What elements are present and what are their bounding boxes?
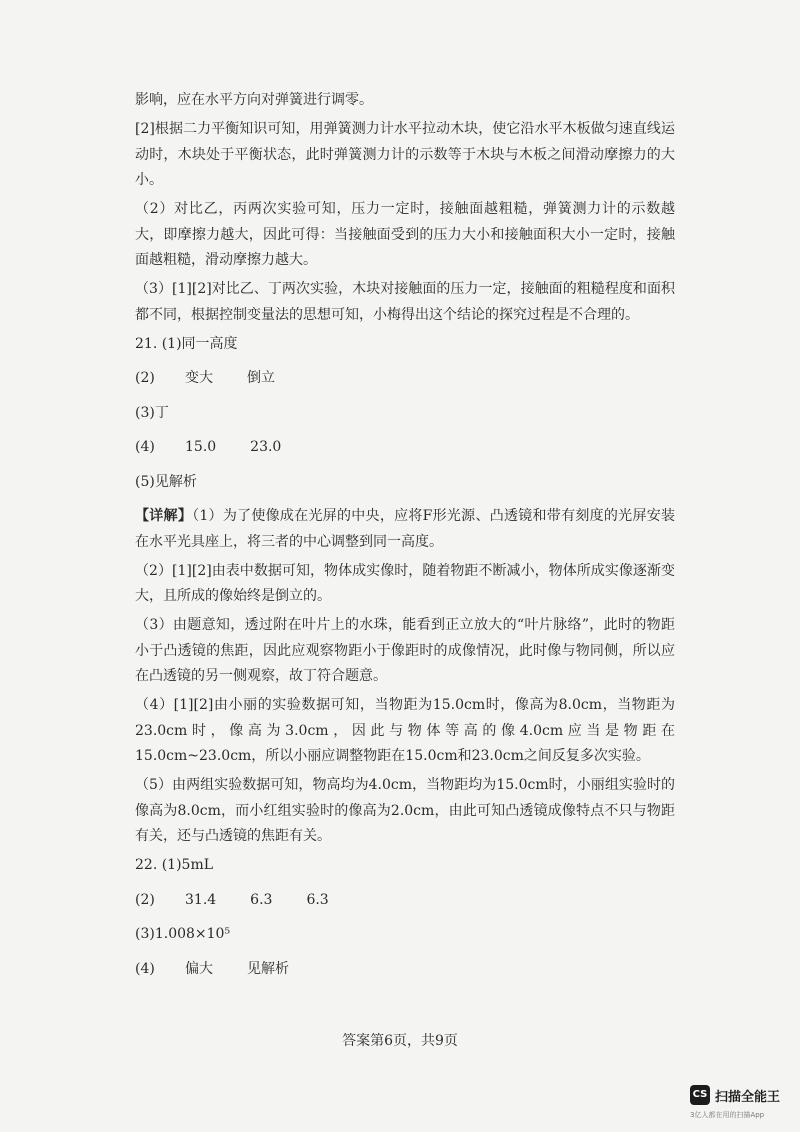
q21-answer-2 xyxy=(135,366,675,392)
paragraph: （3）[1][2]对比乙、丁两次实验，木块对接触面的压力一定，接触面的粗糙程度和面积都不同，根据控制变量法的思想可知，小梅得出这个结论的探究过程是不合理的。 xyxy=(135,281,675,323)
paragraph: （2）对比乙，丙两次实验可知，压力一定时，接触面越粗糙，弹簧测力计的示数越大，即摩擦力越大，因此可得：当接触面受到的压力大小和接触面积大小一定时，接触面越粗糙，滑动摩擦力越大。 xyxy=(135,201,675,268)
scanner-watermark xyxy=(690,1085,800,1125)
detail-3: （3）由题意知，透过附在叶片上的水珠，能看到正立放大的“叶片脉络”，此时的物距小于凸透镜的焦距，因此应观察物距小于像距时的成像情况，此时像与物同侧，所以应在凸透镜的另一侧观察，故丁符合题意。 xyxy=(135,617,675,684)
camscanner-logo-icon: CS xyxy=(690,1085,710,1105)
q21-answer-4 xyxy=(135,435,675,461)
answer-content xyxy=(135,88,675,991)
detail-5: （5）由两组实验数据可知，物高均为4.0cm，当物距均为15.0cm时，小丽组实验时的像高为8.0cm，而小红组实验时的像高为2.0cm，由此可知凸透镜成像特点不只与物距有关，还与凸透镜的焦距有关。 xyxy=(135,777,675,844)
q22-answer-4 xyxy=(135,957,675,983)
detail-2: （2）[1][2]由表中数据可知，物体成实像时，随着物距不断减小，物体所成实像逐渐变大，且所成的像始终是倒立的。 xyxy=(135,562,675,604)
watermark-tagline: 3亿人都在用的扫描App xyxy=(690,1111,765,1119)
paragraph: 影响，应在水平方向对弹簧进行调零。 xyxy=(135,92,373,108)
answer-value: 15.0 xyxy=(185,439,217,455)
answer-number: (2) xyxy=(135,891,155,908)
answer-value: 见解析 xyxy=(247,960,289,977)
q22-answer-2 xyxy=(135,888,675,914)
answer-value: 31.4 xyxy=(185,891,217,908)
answer-value: 23.0 xyxy=(250,439,282,455)
answer-value: 6.3 xyxy=(250,891,273,908)
answer-value: 6.3 xyxy=(306,891,329,908)
q21-answer-5: (5)见解析 xyxy=(135,473,197,490)
watermark-name: 扫描全能王 xyxy=(715,1090,781,1105)
detail-text: （1）为了使像成在光屏的中央，应将F形光源、凸透镜和带有刻度的光屏安装在水平光具座上，将三者的中心调整到同一高度。 xyxy=(135,508,675,550)
answer-number: (2) xyxy=(135,370,155,386)
q21-answer-3: (3)丁 xyxy=(135,404,169,421)
answer-number: (4) xyxy=(135,439,155,455)
q21-title: 21. (1)同一高度 xyxy=(135,335,238,352)
answer-value: 变大 xyxy=(185,370,213,386)
answer-number: (4) xyxy=(135,960,155,977)
answer-value: 偏大 xyxy=(185,960,213,977)
q22-answer-3: (3)1.008×10⁵ xyxy=(135,926,231,942)
detail-1 xyxy=(135,504,675,555)
answer-value: 倒立 xyxy=(247,370,275,386)
paragraph: [2]根据二力平衡知识可知，用弹簧测力计水平拉动木块，使它沿水平木板做匀速直线运动时，木块处于平衡状态，此时弹簧测力计的示数等于木块与木板之间滑动摩擦力的大小。 xyxy=(135,121,675,188)
detail-label: 【详解】 xyxy=(135,508,193,524)
q22-title: 22. (1)5mL xyxy=(135,857,214,873)
detail-4: （4）[1][2]由小丽的实验数据可知，当物距为15.0cm时，像高为8.0cm，当物距为23.0cm时，像高为3.0cm，因此与物体等高的像4.0cm应当是物距在15.0cm~23.0cm，所以小丽应调整物距在15.0cm和23.0cm之间反复多次实验。 xyxy=(135,697,675,764)
page-footer: 答案第6页，共9页 xyxy=(342,1033,458,1049)
